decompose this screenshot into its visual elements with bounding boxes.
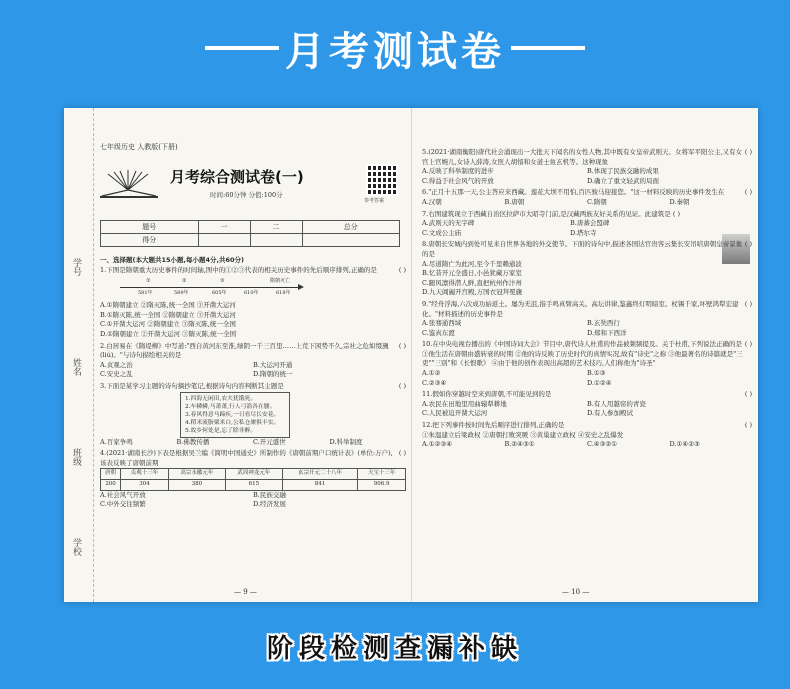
- q3-stem: 3.下面是某学习主题的诗句摘抄笔记,根据诗句内容判断其主题是: [100, 381, 284, 390]
- q2-option[interactable]: D.隋朝的统一: [253, 370, 293, 379]
- q1-option[interactable]: C.①开凿大运河 ②隋朝建立 ③隋灭陈,统一全国: [100, 320, 236, 329]
- banner-left-line: [205, 46, 279, 50]
- timeline-year: 589年: [174, 290, 189, 297]
- q11-option[interactable]: D.有人参加殿试: [587, 409, 634, 418]
- question-4: [100, 449, 406, 510]
- q1-option[interactable]: D.①隋朝建立 ②开凿大运河 ③隋灭陈,统一全国: [100, 329, 237, 338]
- qr-code-icon: [366, 164, 398, 196]
- exam-sheet: [64, 108, 758, 602]
- question-6: [422, 188, 752, 207]
- question-1: [100, 266, 406, 340]
- q1-timeline: [120, 277, 320, 299]
- q7-option[interactable]: D.塔尔寺: [570, 228, 597, 237]
- poem-line: 5.故乡何处是,忘了除非醉。: [185, 427, 257, 434]
- q7-stem: 7.右图建筑现立于西藏自治区拉萨市大昭寺门前,是汉藏两族友好关系的见证。此建筑是: [422, 209, 671, 218]
- q4-option[interactable]: A.社会风气开放: [100, 490, 146, 499]
- banner-right-line: [511, 46, 585, 50]
- poem-line: 1.四海无闲田,农夫犹饿死。: [185, 395, 257, 402]
- q10-option[interactable]: D.①②④: [587, 378, 612, 387]
- question-10: [422, 340, 752, 388]
- page-header: 七年级历史 人教版(下册): [100, 143, 178, 151]
- q8-stem: 8.唐朝长安城内到处可见来自世界各地的外交使节。下面的诗句中,描述各国达官贵客云集长安吊唁唐朝皇帝景象的是: [422, 240, 743, 258]
- q5-paren: ( ): [744, 148, 752, 156]
- q3-option[interactable]: D.科举制度: [329, 437, 363, 446]
- q9-option[interactable]: D.郑和下西洋: [587, 328, 627, 337]
- table-head-cell: 玄宗开元二十八年: [282, 469, 357, 480]
- poem-line: 4.稻米流脂粟米白,公私仓廪俱丰实。: [185, 419, 280, 426]
- q2-option[interactable]: C.安史之乱: [100, 370, 133, 379]
- poem-line: 3.春风得意马蹄疾,一日看尽长安花。: [185, 411, 280, 418]
- timeline-year: 618年: [276, 290, 291, 297]
- right-questions: [422, 148, 752, 450]
- q6-stem: 6."正月十五那一天,公主答应来西藏。莲花大坝不用怕,百匹骏马迎接您。"这一材料反映的历史事件发生在: [422, 188, 725, 197]
- q5-option[interactable]: B.体现了民族交融的成果: [587, 167, 659, 176]
- banner-title: 月考测试卷: [285, 28, 505, 75]
- score-table: [100, 220, 400, 247]
- q10-option[interactable]: A.①②: [422, 369, 441, 378]
- question-11: [422, 390, 752, 419]
- q2-option[interactable]: A.贞观之治: [100, 360, 133, 369]
- right-page: [411, 108, 758, 602]
- q11-option[interactable]: B.有人用越窑的青瓷: [587, 399, 646, 408]
- timeline-axis: [120, 287, 300, 288]
- score-cell: 得分: [101, 234, 199, 247]
- table-head-cell: 贞观十三年: [121, 469, 169, 480]
- table-cell: 200: [101, 479, 121, 490]
- q12-paren: ( ): [744, 421, 752, 430]
- question-5: [422, 148, 752, 186]
- q9-stem: 9."经舟浮海,六次成功始返土。屡为无沮,指手鸣真臂高关。高坛讲律,鉴鑫终灯明暗室。杖锡千家,坏壁鸿犁宏建化。"材料描述的历史事件是: [422, 299, 739, 318]
- timeline-event-num: ①: [146, 278, 151, 285]
- score-cell: [250, 234, 302, 247]
- q7-paren: ( ): [672, 209, 680, 218]
- slogan-text: 阶段检测查漏补缺: [266, 633, 523, 664]
- table-cell: 906.9: [358, 479, 406, 490]
- page-number: — 9 —: [234, 588, 257, 596]
- score-cell: [302, 234, 400, 247]
- q3-option[interactable]: A.百家争鸣: [100, 437, 133, 446]
- q11-option[interactable]: C.人民被迫开凿大运河: [422, 409, 488, 418]
- question-12: [422, 421, 752, 450]
- table-cell: 304: [121, 479, 169, 490]
- poem-line: 2.车辚辚,马萧萧,行人弓箭各在腰。: [185, 403, 276, 410]
- score-cell: 二: [250, 221, 302, 234]
- q10-stem: 10.在中央电视台播出的《中国诗词大会》节目中,唐代诗人杜甫的作品被频频提及。关于杜甫,下列说法正确的是: [422, 340, 742, 349]
- timeline-end-label: 隋朝灭亡: [270, 278, 291, 285]
- q8-option[interactable]: C.腿风凛得潜人鲜,直把杭州作汴州: [422, 278, 522, 287]
- table-head-cell: 高宗永徽元年: [168, 469, 225, 480]
- top-banner: [0, 0, 790, 96]
- q4-option[interactable]: D.经济发展: [253, 500, 287, 509]
- q6-paren: ( ): [744, 188, 752, 197]
- binding-margin: [64, 108, 94, 602]
- score-cell: 总分: [302, 221, 400, 234]
- q1-stem: 1.下图是隋朝重大历史事件的时间轴,图中的①②③代表的相关历史事件的先后顺序排列,正确的是: [100, 265, 377, 274]
- q8-option[interactable]: D.九天阊阖开宫殿,万国衣冠拜冕旒: [422, 288, 523, 297]
- bottom-slogan: [0, 624, 790, 668]
- q7-option[interactable]: A.武则天的无字碑: [422, 219, 475, 228]
- timeline-arrow-icon: [298, 284, 304, 290]
- binding-label-class: 班级: [71, 448, 81, 466]
- q3-option[interactable]: B.佛教传播: [176, 437, 210, 446]
- q5-option[interactable]: D.确立了重文轻武的局面: [587, 176, 660, 185]
- q2-stem: 2.白居易在《隋堤柳》中写道:"西自黄河东至淮,绿阴一千三百里……上荒下困势不久,宗社之危如缀旒(liú)。"与诗句描绘相关的是: [100, 341, 389, 360]
- question-9: [422, 300, 752, 338]
- q12-stem: 12.把下列事件按时间先后顺序进行排列,正确的是: [422, 421, 565, 430]
- timeline-event-num: ③: [220, 278, 225, 285]
- q4-option[interactable]: C.中外交往频繁: [100, 500, 146, 509]
- timeline-event-num: ②: [182, 278, 187, 285]
- q7-option[interactable]: B.唐蕃会盟碑: [570, 219, 610, 228]
- q12-option[interactable]: D.①④②③: [669, 440, 700, 449]
- timeline-year: 605年: [212, 290, 227, 297]
- q6-option[interactable]: A.汉朝: [422, 197, 442, 206]
- q9-option[interactable]: B.玄奘西行: [587, 319, 620, 328]
- left-questions: [100, 256, 406, 510]
- q5-option[interactable]: A.反映了科举制度的进步: [422, 167, 494, 176]
- timeline-year: 610年: [244, 290, 259, 297]
- table-head-cell: 唐朝: [101, 469, 121, 480]
- table-cell: 615: [225, 479, 282, 490]
- timeline-year: 581年: [138, 290, 153, 297]
- q8-option[interactable]: A.尽道隋亡为此河,至今千里赖通波: [422, 259, 522, 268]
- q4-paren: ( ): [398, 449, 406, 458]
- q9-option[interactable]: C.鉴真东渡: [422, 328, 455, 337]
- q9-option[interactable]: A.张骞通西域: [422, 319, 462, 328]
- q11-stem: 11.假如你穿越时空来到唐朝,不可能见到的是: [422, 390, 552, 399]
- q3-paren: ( ): [398, 381, 406, 390]
- page-number: — 10 —: [562, 588, 590, 596]
- left-page: [64, 108, 411, 602]
- q1-paren: ( ): [398, 265, 406, 274]
- table-cell: 380: [168, 479, 225, 490]
- q11-option[interactable]: A.农民在田地里用曲辕犁耕地: [422, 399, 507, 408]
- exam-time-score: 时间:60分钟 分值:100分: [210, 191, 283, 199]
- q9-paren: ( ): [744, 299, 752, 308]
- q12-option[interactable]: C.④③②①: [587, 440, 618, 449]
- q4-stem: 4.(2021·湖南长沙)下表是根据吴兰编《简明中国通史》所制作的《唐朝前期户口统计表》(单位:万户),该表反映了唐朝前期: [100, 449, 393, 467]
- q6-option[interactable]: C.隋朝: [587, 197, 607, 206]
- score-cell: 一: [198, 221, 250, 234]
- q6-option[interactable]: B.唐朝: [504, 197, 525, 206]
- question-7: [422, 210, 752, 239]
- binding-label-name: 姓名: [71, 358, 81, 376]
- q10-option[interactable]: B.①③: [587, 369, 606, 378]
- qr-label: 参考答案: [364, 198, 385, 204]
- q3-poem-box: [180, 392, 290, 438]
- q1-option[interactable]: B.①隋灭陈,统一全国 ②隋朝建立 ③开凿大运河: [100, 310, 236, 319]
- q6-option[interactable]: D.秦朝: [669, 197, 690, 206]
- q8-paren: ( ): [744, 240, 752, 249]
- q11-paren: ( ): [744, 390, 752, 399]
- q2-paren: ( ): [398, 341, 406, 350]
- q3-option[interactable]: C.开元盛世: [253, 437, 286, 446]
- q10-option[interactable]: C.②③④: [422, 378, 447, 387]
- score-cell: [198, 234, 250, 247]
- exam-title: 月考综合测试卷(一): [170, 168, 304, 186]
- question-8: [422, 240, 752, 298]
- q4-option[interactable]: B.民族交融: [253, 490, 286, 499]
- exam-title-block: [100, 164, 400, 204]
- q8-option[interactable]: B.忆昔开元全盛日,小邑犹藏万家室: [422, 269, 522, 278]
- q5-stem: 5.(2021·湖南衡阳)唐代社会涌现出一大批天下闻名的女性人物,其中既有女皇帝武则天、女将军平阳公主,又有女官上官婉儿,女诗人薛涛,女医人胡愔和女道士鱼玄机等。这种现象: [422, 148, 743, 166]
- open-book-icon: [100, 170, 158, 198]
- q1-option[interactable]: A.①隋朝建立 ②隋灭陈,统一全国 ③开凿大运河: [100, 301, 236, 310]
- table-head-cell: 天宝十三年: [358, 469, 406, 480]
- q7-option[interactable]: C.文成公主庙: [422, 228, 462, 237]
- question-2: [100, 342, 406, 380]
- q10-statements: ①他生活在唐朝由盛转衰的时期 ②他的诗反映了历史时代的真情实况,故有"诗史"之称 ③他最著名的诗篇就是"三吏""三别"和《长恨歌》 ④由于他的创作表现出高超的艺术技巧,人们称他为"诗圣": [422, 349, 743, 368]
- q12-option[interactable]: A.①②③④: [422, 440, 453, 449]
- q12-option[interactable]: B.②④③①: [504, 440, 535, 449]
- q4-household-table: [100, 468, 406, 490]
- score-cell: 题号: [101, 221, 199, 234]
- q12-statements: ①朱温建立后梁政权 ②唐朝打败突厥 ③黄巢建立政权 ④安史之乱爆发: [422, 430, 624, 439]
- q2-option[interactable]: B.大运河开通: [253, 360, 293, 369]
- table-head-cell: 武周神龙元年: [225, 469, 282, 480]
- table-cell: 841: [282, 479, 357, 490]
- q10-paren: ( ): [744, 340, 752, 349]
- binding-label-school: 学校: [71, 538, 81, 556]
- q5-option[interactable]: C.得益于社会风气的开放: [422, 176, 494, 185]
- binding-label-student-id: 学号: [71, 258, 81, 276]
- question-3: [100, 382, 406, 447]
- section-heading: 一、选择题(本大题共15小题,每小题4分,共60分): [100, 256, 244, 264]
